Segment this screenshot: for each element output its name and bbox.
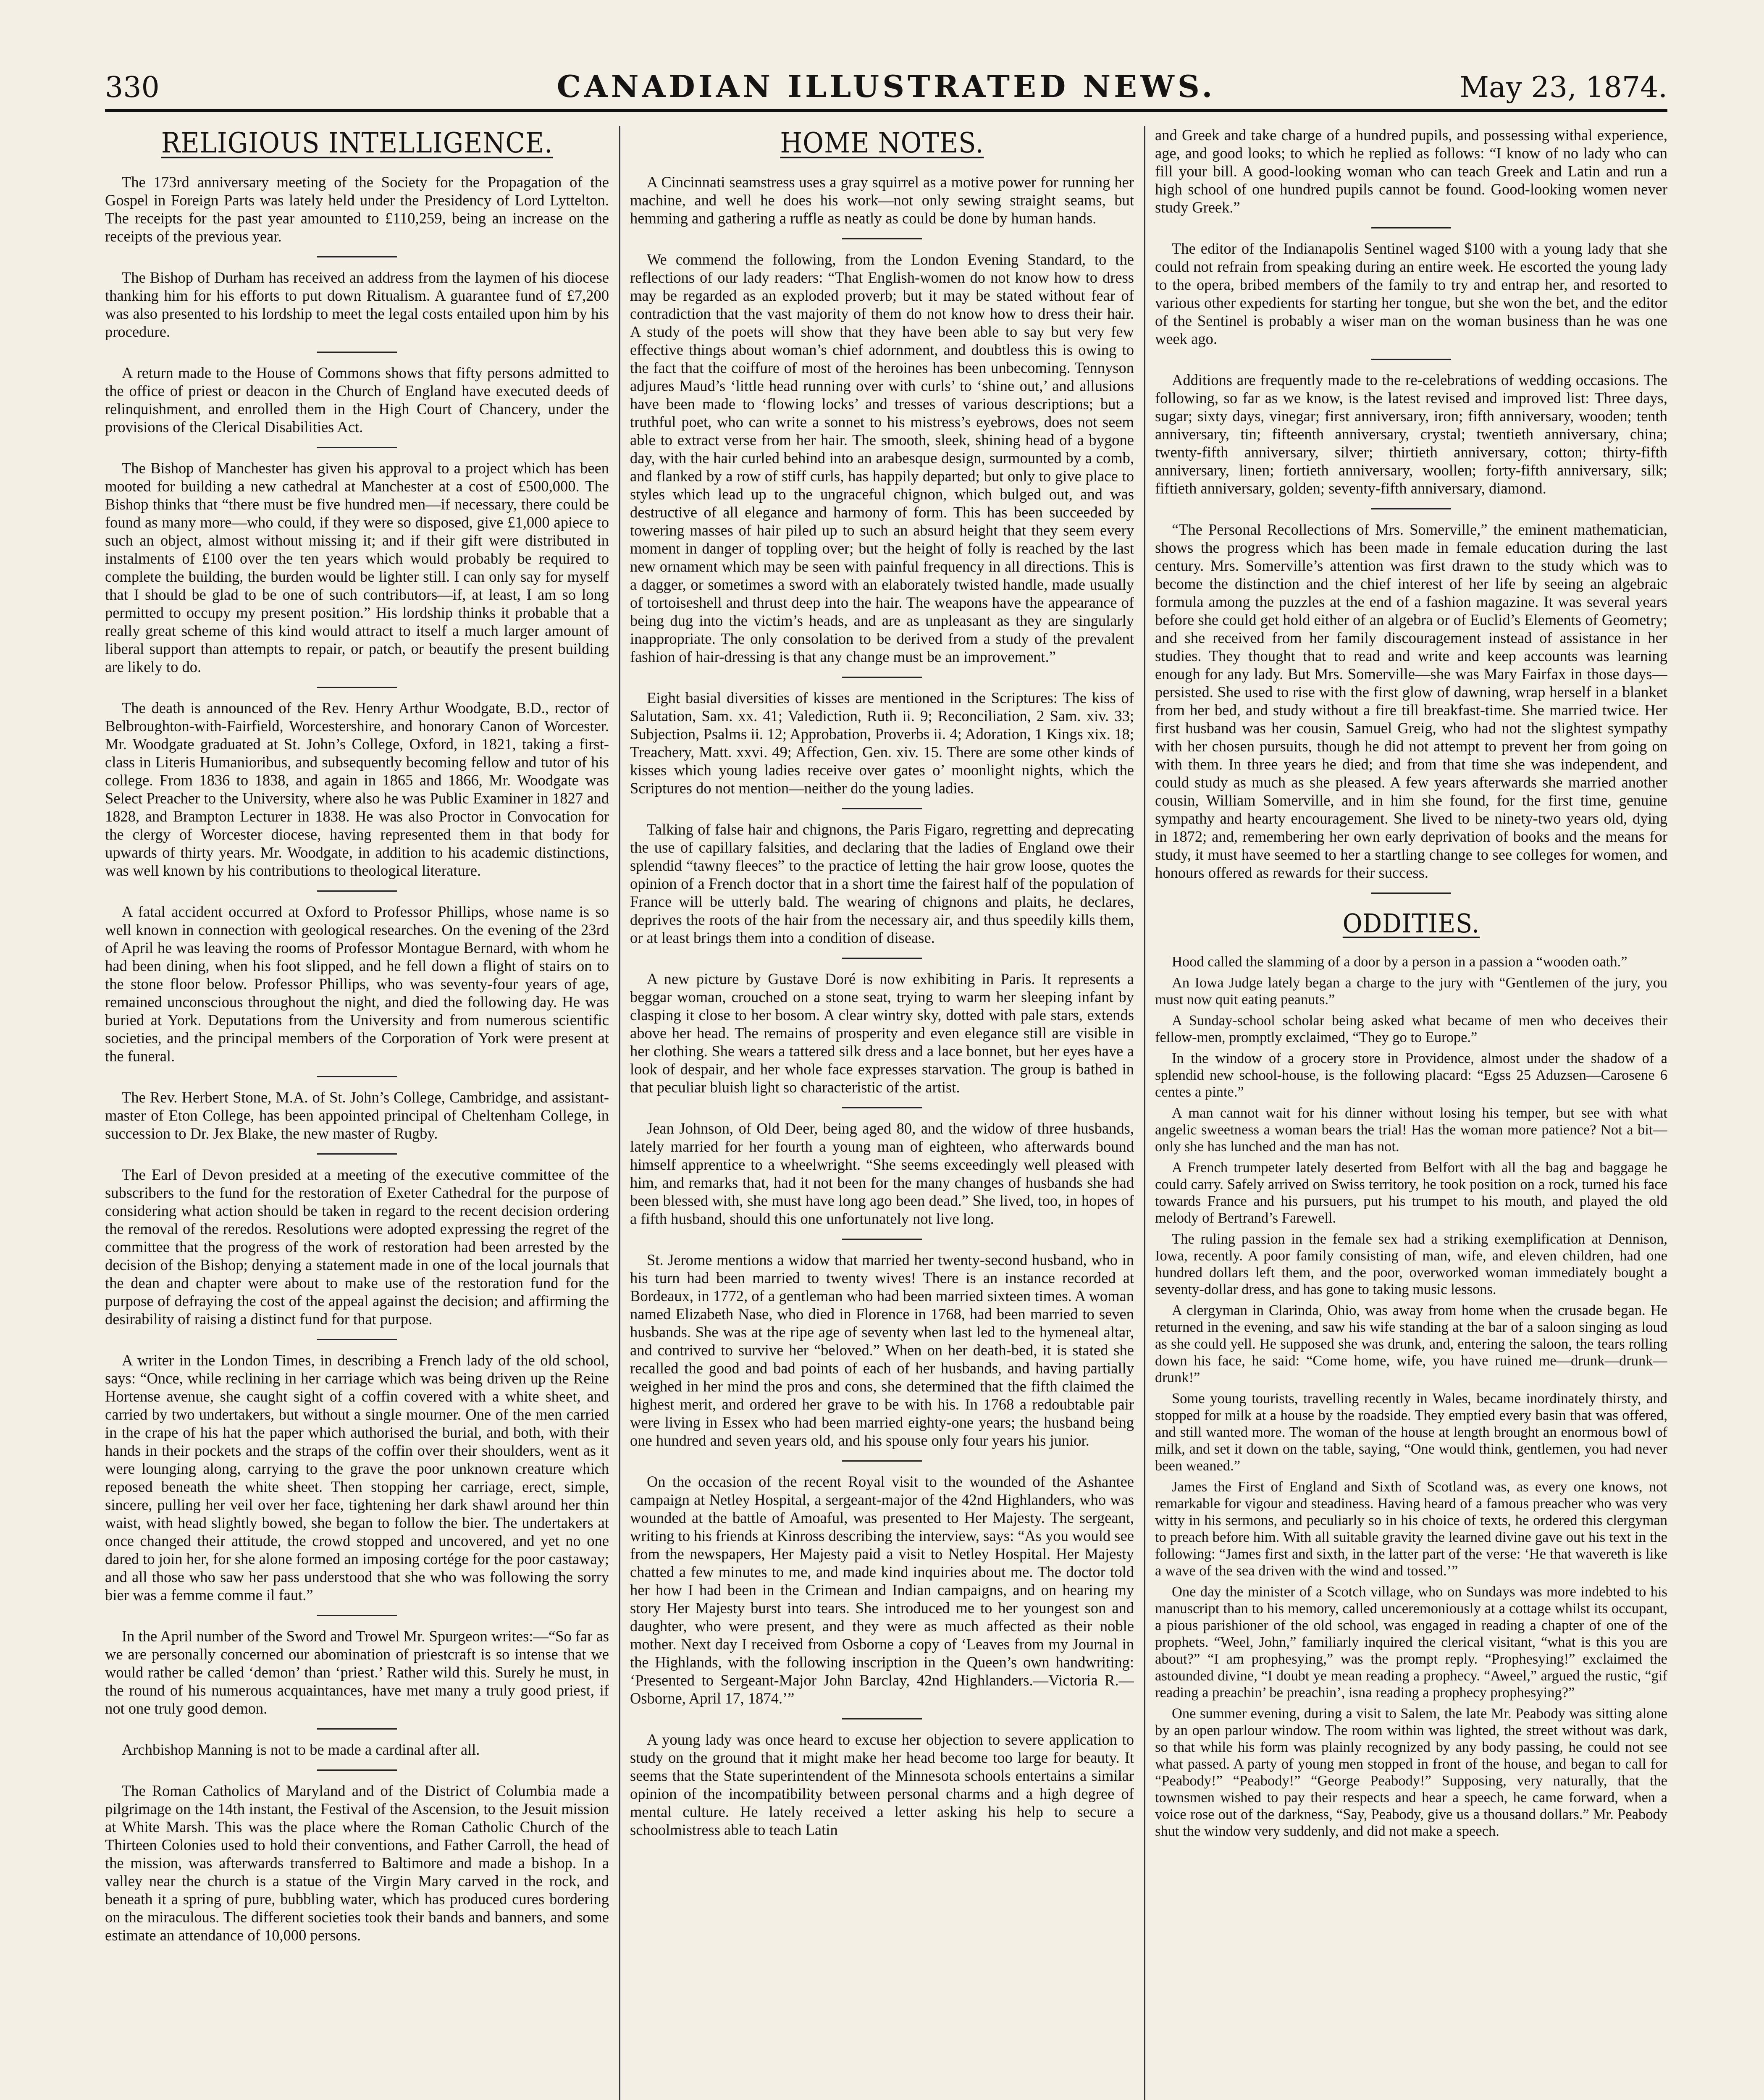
oddity-item: A clergyman in Clarinda, Ohio, was away from home when the crusade began. He returned in the evening, and saw his wife standing at the bar of a saloon singing as loud as she could yell. He supposed she was drunk, and, entering the saloon, the tears rolling down his face, he said: “Come home, wife, you have ruined me—drunk—drunk—drunk!”: [1155, 1302, 1667, 1386]
separator: [317, 1769, 397, 1771]
article: The editor of the Indianapolis Sentinel waged $100 with a young lady that she could not refrain from speaking during an entire week. He escorted the young lady to the opera, bribed members of the family to try and entrap her, and resorted to various other expedients for starting her tongue, but she won the bet, and the editor of the Sentinel is probably a wiser man on the woman business than he was one week ago.: [1155, 240, 1667, 347]
oddity-item: A Sunday-school scholar being asked what became of men who deceives their fellow-men, promptly exclaimed, “They go to Europe.”: [1155, 1013, 1667, 1045]
separator: [317, 447, 397, 448]
article: A return made to the House of Commons shows that fifty persons admitted to the office of priest or deacon in the Church of England have executed deeds of relinquishment, and enrolled them in the High Court of Chancery, under the provisions of the Clerical Disabilities Act.: [105, 364, 609, 436]
article: In the April number of the Sword and Trowel Mr. Spurgeon writes:—“So far as we are personally concerned our abomination of priestcraft is so intense that we would rather be called ‘demon’ than ‘priest.’ Rather wild this. Surely he must, in the round of his numerous acquaintances, have met many a truly good priest, if not one truly good demon.: [105, 1628, 609, 1717]
column-religious: [105, 126, 609, 2100]
separator: [317, 687, 397, 688]
masthead: [105, 63, 1667, 112]
oddity-item: One summer evening, during a visit to Salem, the late Mr. Peabody was sitting alone by an open parlour window. The room within was lighted, the street without was dark, so that while his form was plainly recognized by any body passing, he could not see what passed. A party of young men stopped in front of the house, and began to call for “Peabody!” “Peabody!” “George Peabody!” Supposing, very naturally, that the townsmen wished to pay their respects and hear a speech, he came forward, when a voice rose out of the darkness, “Say, Peabody, give us a thousand dollars.” Mr. Peabody shut the window very suddenly, and did not make a speech.: [1155, 1706, 1667, 1839]
separator: [842, 1239, 922, 1240]
article: We commend the following, from the London Evening Standard, to the reflections of our lady readers: “That English-women do not know how to dress may be regarded as an exploded proverb; but it may be stated without fear of contradiction that the vast majority of them do not know how to dress their hair. A study of the poets will show that they have been able to say but very few effective things about woman’s chief adornment, and doubtless this is owing to the fact that the coiffure of most of the heroines has been unbecoming. Tennyson adjures Maud’s ‘little head running over with curls’ to ‘shine out,’ and allusions have been made to ‘flowing locks’ and tresses of various descriptions; but a truthful poet, who can write a sonnet to his mistress’s eyebrows, does not seem able to extract verse from her hair. The smooth, sleek, shining head of a bygone day, with the hair curled behind into an arabesque design, surmounted by a comb, and flanked by a row of stiff curls, has happily departed; but only to give place to styles which lead up to the ungraceful chignon, which bulged out, and was destructive of all elegance and harmony of form. This has been succeeded by towering masses of hair piled up to such an absurd height that they seem every moment in danger of toppling over; but the height of folly is reached by the last new ornament which may be seen with painful frequency in all directions. This is a dagger, or sometimes a sword with an elaborately twisted handle, made usually of tortoiseshell and thrust deep into the hair. The weapons have the appearance of being dug into the victim’s heads, and are as unpleasant as they are singularly inappropriate. The only consolation to be derived from a study of the prevalent fashion of hair-dressing is that any change must be an improvement.”: [630, 251, 1134, 665]
oddity-item: Hood called the slamming of a door by a person in a passion a “wooden oath.”: [1172, 954, 1628, 970]
article-continuation: and Greek and take charge of a hundred pupils, and possessing withal experience, age, and good looks; to which he replied as follows: “I know of no lady who can fill your bill. A good-looking woman who can teach Greek and Latin and run a high school of one hundred pupils cannot be found. Good-looking women never study Greek.”: [1155, 126, 1667, 216]
article: The death is announced of the Rev. Henry Arthur Woodgate, B.D., rector of Belbroughton-with-Fairfield, Worcestershire, and honorary Canon of Worcester. Mr. Woodgate graduated at St. John’s College, Oxford, in 1821, taking a first-class in Literis Humanioribus, and subsequently becoming fellow and tutor of his college. From 1836 to 1838, and again in 1865 and 1866, Mr. Woodgate was Select Preacher to the University, where also he was Public Examiner in 1827 and 1828, and Brampton Lecturer in 1838. He was also Proctor in Convocation for the clergy of Worcester diocese, having represented them in that body for upwards of thirty years. Mr. Woodgate, in addition to his academic distinctions, was well known by his contributions to theological literature.: [105, 699, 609, 879]
separator: [842, 1718, 922, 1719]
oddity-item: One day the minister of a Scotch village, who on Sundays was more indebted to his manuscript than to his memory, called unceremoniously at a cottage whilst its occupant, a pious parishioner of the old school, was engaged in reading a chapter of one of the prophets. “Weel, John,” familiarly inquired the clerical visitant, “what is this you are about?” “I am prophesying,” was the prompt reply. “Prophesying!” exclaimed the astounded divine, “I doubt ye mean reading a prophecy. “Aweel,” argued the rustic, “gif reading a preachin’ be preachin’, isna reading a prophecy prophesying?”: [1155, 1584, 1667, 1701]
article: The Earl of Devon presided at a meeting of the executive committee of the subscribers to the fund for the restoration of Exeter Cathedral for the purpose of considering what action should be taken in regard to the recent decision ordering the removal of the reredos. Resolutions were adopted expressing the regret of the committee that the progress of the work of restoration had been arrested by the decision of the Bishop; denying a statement made in one of the local journals that the dean and chapter were about to make use of the restoration fund for the purpose of defraying the cost of the appeal against the decision; and affirming the desirability of raising a distinct fund for that purpose.: [105, 1166, 609, 1328]
column-oddities: [1155, 126, 1667, 2100]
oddity-item: A French trumpeter lately deserted from Belfort with all the bag and baggage he could carry. Safely arrived on Swiss territory, he took position on a rock, turned his face towards France and his pursuers, put his trumpet to his mouth, and played the old melody of Bertrand’s Farewell.: [1155, 1160, 1667, 1226]
separator: [1371, 227, 1451, 228]
oddity-item: In the window of a grocery store in Providence, almost under the shadow of a splendid new school-house, is the following placard: “Egss 25 Aduzsen—Carosene 6 centes a pinte.”: [1155, 1050, 1667, 1100]
article: Eight basial diversities of kisses are mentioned in the Scriptures: The kiss of Salutation, Sam. xx. 41; Valediction, Ruth ii. 9; Reconciliation, 2 Sam. xiv. 33; Subjection, Psalms ii. 12; Approbation, Proverbs ii. 4; Adoration, 1 Kings xix. 18; Treachery, Matt. xxvi. 49; Affection, Gen. xiv. 15. There are some other kinds of kisses which young ladies receive over gates o’ moonlight nights, which the Scriptures do not mention—neither do the young ladies.: [630, 689, 1134, 797]
separator: [317, 1615, 397, 1616]
article: “The Personal Recollections of Mrs. Somerville,” the eminent mathematician, shows the progress which has been made in female education during the last century. Mrs. Somerville’s attention was first drawn to the study which was to become the distinction and the chief interest of her life by seeing an algebraic formula among the puzzles at the end of a fashion magazine. It was several years before she could get hold either of an algebra or of Euclid’s Elements of Geometry; and she received from her family discouragement instead of assistance in her studies. They thought that to read and write and keep accounts was learning enough for any lady. But Mrs. Somerville—she was Mary Fairfax in those days—persisted. She used to rise with the first glow of dawning, wrap herself in a blanket from her bed, and study without a fire till breakfast-time. She married twice. Her first husband was her cousin, Samuel Greig, who had not the slightest sympathy with her chosen pursuits, though he did not attempt to prevent her from going on with them. In three years he died; and from that time she was independent, and could study as much as she pleased. A few years afterwards she married another cousin, William Somerville, and in him she found, for the first time, genuine sympathy and hearty encouragement. She lived to be ninety-two years old, dying in 1872; and, remembering her own early deprivation of books and the means for study, it must have seemed to her a startling change to see colleges for women, and honours offered as rewards for their success.: [1155, 521, 1667, 881]
section-heading-oddities: ODDITIES.: [1342, 908, 1480, 939]
article: A new picture by Gustave Doré is now exhibiting in Paris. It represents a beggar woman, crouched on a stone seat, trying to warm her sleeping infant by clasping it close to her bosom. A clear wintry sky, dotted with pale stars, extends above her head. The remains of prosperity and even elegance still are visible in her clothing. She wears a tattered silk dress and a lace bonnet, but her eyes have a look of despair, and her whole face expresses starvation. The group is bathed in that peculiar bluish light so characteristic of the artist.: [630, 970, 1134, 1096]
oddity-item: The ruling passion in the female sex had a striking exemplification at Dennison, Iowa, recently. A poor family consisting of man, wife, and eleven children, had one hundred dollars left them, and the poor, overworked woman immediately bought a seventy-dollar dress, and has gone to taking music lessons.: [1155, 1231, 1667, 1297]
article: The Rev. Herbert Stone, M.A. of St. John’s College, Cambridge, and assistant-master of Eton College, has been appointed principal of Cheltenham College, in succession to Dr. Jex Blake, the new master of Rugby.: [105, 1089, 609, 1142]
article: The 173rd anniversary meeting of the Society for the Propagation of the Gospel in Foreign Parts was lately held under the Presidency of Lord Lyttelton. The receipts for the past year amounted to £110,259, being an increase on the receipts of the previous year.: [105, 173, 609, 245]
separator: [1371, 892, 1451, 894]
separator: [842, 238, 922, 239]
separator: [842, 1107, 922, 1108]
separator: [317, 1076, 397, 1077]
newspaper-title: CANADIAN ILLUSTRATED NEWS.: [556, 68, 1216, 104]
section-heading-religious: RELIGIOUS INTELLIGENCE.: [161, 127, 553, 159]
oddity-item: A man cannot wait for his dinner without losing his temper, but see with what angelic sweetness a woman bears the trial! Has the woman more patience? Not a bit—only she has lunched and the man has not.: [1155, 1105, 1667, 1155]
separator: [842, 958, 922, 959]
article: On the occasion of the recent Royal visit to the wounded of the Ashantee campaign at Netley Hospital, a sergeant-major of the 42nd Highlanders, who was wounded at the battle of Amoaful, was presented to Her Majesty. The sergeant, writing to his friends at Kinross describing the interview, says: “As you would see from the newspapers, Her Majesty paid a visit to Netley Hospital. Her Majesty chatted a few minutes to me, and made kind inquiries about me. The doctor told her how I had been in the Crimean and Indian campaigns, and on hearing my story Her Majesty burst into tears. She introduced me to her youngest son and daughter, who were present, and they were as much affected as their noble mother. Next day I received from Osborne a copy of ‘Leaves from my Journal in the Highlands, with the following inscription in the Queen’s own handwriting: ‘Presented to Sergeant-Major John Barclay, 42nd Highlanders.—Victoria R.—Osborne, April 17, 1874.’”: [630, 1473, 1134, 1707]
separator: [1371, 508, 1451, 509]
separator: [317, 256, 397, 257]
article: Additions are frequently made to the re-celebrations of wedding occasions. The following, so far as we know, is the latest revised and improved list: Three days, sugar; sixty days, vinegar; first anniversary, iron; fifth anniversary, wooden; tenth anniversary, tin; fifteenth anniversary, crystal; twentieth anniversary, china; twenty-fifth anniversary, silver; thirtieth anniversary, cotton; thirty-fifth anniversary, linen; fortieth anniversary, woollen; forty-fifth anniversary, silk; fiftieth anniversary, golden; seventy-fifth anniversary, diamond.: [1155, 371, 1667, 497]
article: A Cincinnati seamstress uses a gray squirrel as a motive power for running her machine, and well he does his work—not only sewing straight seams, but hemming and gathering a ruffle as neatly as could be done by human hands.: [630, 173, 1134, 227]
section-heading-home: HOME NOTES.: [780, 127, 984, 159]
separator: [317, 352, 397, 353]
article: A writer in the London Times, in describing a French lady of the old school, says: “Once, while reclining in her carriage which was being driven up the Reine Hortense avenue, she caught sight of a coffin covered with a white sheet, and carried by two undertakers, but without a single mourner. One of the men carried in the crape of his hat the paper which authorised the burial, and both, with their hands in their pockets and the straps of the coffin over their shoulders, went as it were lounging along, carrying to the grave the poor unknown creature which reposed beneath the white sheet. Then stopping her carriage, erect, simple, sincere, pulling her veil over her face, tightening her dark shawl around her thin waist, with head slightly bowed, she began to follow the bier. The undertakers at once changed their attitude, the crowd stopped and uncovered, and yet no one dared to join her, for she alone formed an imposing cortége for the poor castaway; and all those who saw her pass understood that she who was following the sorry bier was a femme comme il faut.”: [105, 1352, 609, 1604]
oddity-item: Some young tourists, travelling recently in Wales, became inordinately thirsty, and stopped for milk at a house by the roadside. They emptied every basin that was offered, and still wanted more. The woman of the house at length brought an enormous bowl of milk, and set it down on the table, saying, “One would think, gentlemen, you had never been weaned.”: [1155, 1391, 1667, 1474]
article: The Roman Catholics of Maryland and of the District of Columbia made a pilgrimage on the 14th instant, the Festival of the Ascension, to the Jesuit mission at White Marsh. This was the place where the Roman Catholic Church of the Thirteen Colonies used to hold their conventions, and Father Carroll, the head of the mission, was afterwards transferred to Baltimore and made a bishop. In a valley near the church is a statue of the Virgin Mary carved in the rock, and beneath it a spring of pure, bubbling water, which has produced cures bordering on the miraculous. The different societies took their bands and banners, and some estimate an attendance of 10,000 persons.: [105, 1782, 609, 1944]
separator: [842, 1460, 922, 1462]
column-divider: [619, 126, 620, 2100]
separator: [842, 808, 922, 809]
article: Archbishop Manning is not to be made a cardinal after all.: [122, 1741, 480, 1758]
separator: [842, 677, 922, 678]
article: The Bishop of Manchester has given his approval to a project which has been mooted for building a new cathedral at Manchester at a cost of £500,000. The Bishop thinks that “there must be five hundred men—if necessary, there could be found as many more—who could, if they were so disposed, give £1,000 apiece to such an object, almost without missing it; and if their gift were distributed in instalments of £100 over the ten years which would probably be required to complete the building, the burden would be lighter still. I can only say for myself that I should be glad to be one of such contributors—if, at least, I am so long permitted to occupy my present position.” His lordship thinks it probable that a really great scheme of this kind would attract to itself a much larger amount of liberal support than attempts to repair, or patch, or beautify the present building are likely to do.: [105, 459, 609, 675]
article: The Bishop of Durham has received an address from the laymen of his diocese thanking him for his efforts to put down Ritualism. A guarantee fund of £7,200 was also presented to his lordship to meet the legal costs entailed upon him by his procedure.: [105, 269, 609, 340]
article: A fatal accident occurred at Oxford to Professor Phillips, whose name is so well known in connection with geological researches. On the evening of the 23rd of April he was leaving the rooms of Professor Montague Bernard, with whom he had been dining, when his foot slipped, and he fell down a flight of stairs on to the stone floor below. Professor Phillips, who was seventy-four years of age, remained unconscious throughout the night, and died the following day. He was buried at York. Deputations from the University and from numerous scientific societies, and the principal members of the Corporation of York were present at the funeral.: [105, 903, 609, 1065]
page-number: 330: [105, 71, 160, 104]
separator: [317, 890, 397, 892]
separator: [1371, 359, 1451, 360]
column-home-notes: [630, 126, 1134, 2100]
oddity-item: An Iowa Judge lately began a charge to the jury with “Gentlemen of the jury, you must now quit eating peanuts.”: [1155, 975, 1667, 1008]
issue-date: May 23, 1874.: [1460, 71, 1667, 104]
separator: [317, 1153, 397, 1155]
article: A young lady was once heard to excuse her objection to severe application to study on the ground that it might make her head become too large for beauty. It seems that the State superintendent of the Minnesota schools entertains a similar opinion of the incompatibility between personal charms and a high degree of mental culture. He lately received a letter asking his help to secure a schoolmistress able to teach Latin: [630, 1731, 1134, 1838]
oddity-item: James the First of England and Sixth of Scotland was, as every one knows, not remarkable for vigour and steadiness. Having heard of a famous preacher who was very witty in his sermons, and peculiarly so in his choice of texts, he ordered this clergyman to preach before him. With all suitable gravity the learned divine gave out his text in the following: “James first and sixth, in the latter part of the verse: ‘He that wavereth is like a wave of the sea driven with the wind and tossed.’”: [1155, 1479, 1667, 1579]
separator: [317, 1339, 397, 1340]
separator: [317, 1728, 397, 1730]
column-divider: [1144, 126, 1145, 2100]
article: Jean Johnson, of Old Deer, being aged 80, and the widow of three husbands, lately married for her fourth a young man of eighteen, who afterwards bound himself apprentice to a wheelwright. “She seems exceedingly well pleased with him, and remarks that, had it not been for the many changes of husbands she had been blessed with, she must have long ago been dead.” She lived, too, in hopes of a fifth husband, should this one unfortunately not live long.: [630, 1120, 1134, 1227]
article: St. Jerome mentions a widow that married her twenty-second husband, who in his turn had been married to twenty wives! There is an instance recorded at Bordeaux, in 1772, of a gentleman who had been married sixteen times. A woman named Elizabeth Nase, who died in Florence in 1768, had been married to seven husbands. She was at the ripe age of seventy when last led to the hymeneal altar, and contrived to survive her “beloved.” When on her death-bed, it is stated she recalled the good and bad points of each of her husbands, and having partially weighed in her mind the pros and cons, she determined that the fifth claimed the highest merit, and ordered her grave to be with his. In 1768 a redoubtable pair were living in Essex who had been married eighty-one years; the husband being one hundred and seven years old, and his spouse only four years his junior.: [630, 1251, 1134, 1449]
article: Talking of false hair and chignons, the Paris Figaro, regretting and deprecating the use of capillary falsities, and declaring that the ladies of England owe their splendid “tawny fleeces” to the practice of letting the hair grow loose, quotes the opinion of a French doctor that in a short time the fairest half of the population of France will be utterly bald. The wearing of chignons and plaits, he declares, deprives the roots of the hair from the necessary air, and thus speedily kills them, or at least brings them into a condition of disease.: [630, 821, 1134, 946]
